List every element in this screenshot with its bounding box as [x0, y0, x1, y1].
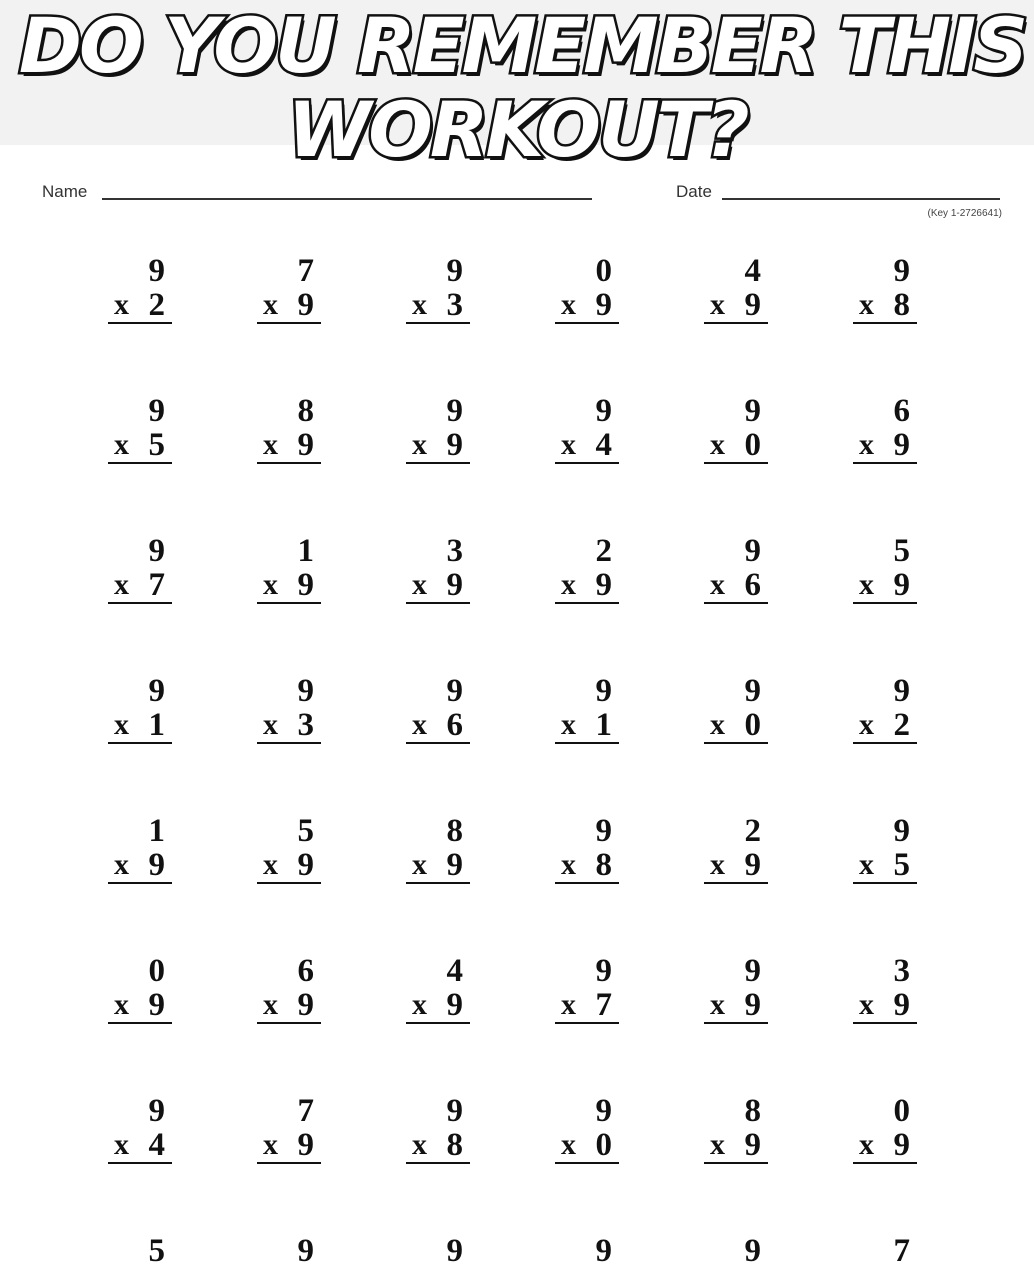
multiply-operator: x [561, 848, 576, 881]
multiplication-problem [108, 1094, 172, 1164]
problem-top-number: 0 [595, 253, 612, 289]
problem-top-number: 9 [446, 1093, 463, 1129]
problem-bottom-number: 9 [893, 567, 910, 603]
problem-bottom-row [406, 288, 470, 324]
multiplication-problem [406, 674, 470, 744]
problem-top-number: 9 [297, 1233, 314, 1269]
problem-top-number: 9 [595, 673, 612, 709]
problem-bottom-number: 9 [595, 287, 612, 323]
multiplication-problem [853, 1234, 917, 1280]
problem-top-number: 9 [595, 1233, 612, 1269]
problem-bottom-row [853, 708, 917, 744]
multiply-operator: x [710, 848, 725, 881]
problem-top-number: 1 [148, 813, 165, 849]
problem-bottom-number: 9 [446, 427, 463, 463]
problem-bottom-number: 4 [595, 427, 612, 463]
problem-bottom-number: 9 [595, 567, 612, 603]
problem-bottom-number: 9 [446, 847, 463, 883]
problem-bottom-number: 8 [893, 287, 910, 323]
multiplication-problem [108, 954, 172, 1024]
problem-bottom-row [704, 988, 768, 1024]
multiplication-problem [406, 254, 470, 324]
multiplication-problem [853, 954, 917, 1024]
problem-bottom-row [853, 848, 917, 884]
multiplication-problem [555, 954, 619, 1024]
problem-top-number: 9 [446, 1233, 463, 1269]
problem-bottom-number: 9 [297, 987, 314, 1023]
problem-top-number: 9 [893, 673, 910, 709]
problem-bottom-row [704, 848, 768, 884]
problem-top-number: 9 [297, 673, 314, 709]
multiplication-problem [108, 254, 172, 324]
multiply-operator: x [114, 568, 129, 601]
multiply-operator: x [710, 1128, 725, 1161]
problem-bottom-number: 5 [148, 427, 165, 463]
problem-top-number: 9 [744, 1233, 761, 1269]
problem-bottom-number: 9 [297, 427, 314, 463]
multiply-operator: x [114, 1128, 129, 1161]
problem-top-number: 9 [744, 673, 761, 709]
multiplication-problem [257, 1234, 321, 1280]
problem-bottom-number: 8 [595, 847, 612, 883]
problem-bottom-row [108, 1128, 172, 1164]
problem-grid [108, 254, 917, 1280]
problem-bottom-number: 0 [744, 707, 761, 743]
problem-bottom-number: 9 [297, 847, 314, 883]
multiply-operator: x [412, 288, 427, 321]
multiplication-problem [704, 1234, 768, 1280]
problem-bottom-row [406, 1128, 470, 1164]
problem-bottom-row [853, 288, 917, 324]
problem-bottom-number: 6 [744, 567, 761, 603]
problem-top-number: 5 [148, 1233, 165, 1269]
problem-top-number: 1 [297, 533, 314, 569]
multiplication-problem [406, 394, 470, 464]
multiplication-problem [406, 814, 470, 884]
multiplication-problem [704, 534, 768, 604]
multiplication-problem [406, 534, 470, 604]
multiply-operator: x [561, 1128, 576, 1161]
problem-bottom-row [257, 848, 321, 884]
multiplication-problem [853, 1094, 917, 1164]
date-field-line [722, 198, 1000, 200]
problem-top-number: 9 [744, 953, 761, 989]
multiply-operator: x [114, 988, 129, 1021]
problem-top-number: 9 [893, 253, 910, 289]
problem-bottom-row [704, 1128, 768, 1164]
problem-bottom-row [406, 428, 470, 464]
answer-key-id: (Key 1-2726641) [927, 208, 1002, 219]
multiply-operator: x [710, 988, 725, 1021]
name-field-line [102, 198, 592, 200]
problem-top-number: 3 [446, 533, 463, 569]
problem-bottom-row [704, 428, 768, 464]
problem-top-number: 9 [595, 1093, 612, 1129]
multiplication-problem [555, 814, 619, 884]
problem-bottom-number: 9 [148, 847, 165, 883]
multiply-operator: x [263, 288, 278, 321]
problem-bottom-number: 8 [446, 1127, 463, 1163]
problem-bottom-row [555, 708, 619, 744]
name-date-row [42, 180, 1002, 204]
multiplication-problem [853, 534, 917, 604]
multiply-operator: x [114, 708, 129, 741]
problem-bottom-row [853, 1128, 917, 1164]
problem-bottom-number: 9 [744, 287, 761, 323]
problem-bottom-number: 9 [744, 1127, 761, 1163]
multiply-operator: x [114, 428, 129, 461]
problem-bottom-row [555, 288, 619, 324]
problem-top-number: 9 [595, 813, 612, 849]
multiply-operator: x [859, 288, 874, 321]
problem-bottom-number: 9 [148, 987, 165, 1023]
multiplication-problem [853, 674, 917, 744]
multiply-operator: x [263, 708, 278, 741]
problem-top-number: 9 [595, 393, 612, 429]
title-line-1: DO YOU REMEMBER THIS [18, 1, 1026, 90]
problem-bottom-row [555, 568, 619, 604]
problem-top-number: 9 [148, 533, 165, 569]
multiplication-problem [555, 534, 619, 604]
problem-bottom-number: 9 [297, 287, 314, 323]
problem-top-number: 7 [297, 253, 314, 289]
problem-bottom-number: 9 [893, 427, 910, 463]
problem-bottom-number: 6 [446, 707, 463, 743]
multiplication-problem [257, 814, 321, 884]
multiply-operator: x [859, 1128, 874, 1161]
problem-bottom-row [555, 848, 619, 884]
multiply-operator: x [859, 988, 874, 1021]
multiply-operator: x [263, 1128, 278, 1161]
multiplication-problem [555, 254, 619, 324]
multiply-operator: x [561, 568, 576, 601]
problem-bottom-number: 7 [595, 987, 612, 1023]
problem-top-number: 5 [297, 813, 314, 849]
problem-top-number: 4 [744, 253, 761, 289]
multiplication-problem [108, 674, 172, 744]
problem-top-number: 9 [148, 253, 165, 289]
multiply-operator: x [859, 568, 874, 601]
problem-top-number: 9 [446, 393, 463, 429]
multiplication-problem [704, 954, 768, 1024]
multiplication-problem [704, 1094, 768, 1164]
problem-bottom-row [257, 1128, 321, 1164]
multiply-operator: x [412, 708, 427, 741]
multiply-operator: x [859, 848, 874, 881]
multiply-operator: x [412, 848, 427, 881]
problem-bottom-row [257, 568, 321, 604]
multiplication-problem [555, 1234, 619, 1280]
problem-top-number: 9 [893, 813, 910, 849]
problem-top-number: 8 [297, 393, 314, 429]
problem-bottom-number: 4 [148, 1127, 165, 1163]
problem-bottom-row [108, 708, 172, 744]
problem-top-number: 9 [744, 393, 761, 429]
problem-top-number: 9 [744, 533, 761, 569]
problem-bottom-number: 3 [446, 287, 463, 323]
multiplication-problem [853, 814, 917, 884]
problem-bottom-row [853, 428, 917, 464]
problem-bottom-number: 9 [744, 987, 761, 1023]
multiplication-problem [406, 1094, 470, 1164]
problem-bottom-number: 9 [446, 987, 463, 1023]
multiplication-problem [555, 394, 619, 464]
multiply-operator: x [710, 708, 725, 741]
multiply-operator: x [859, 708, 874, 741]
problem-bottom-number: 9 [744, 847, 761, 883]
multiplication-problem [108, 814, 172, 884]
title-line-2: WORKOUT? [287, 85, 747, 174]
problem-bottom-number: 9 [446, 567, 463, 603]
problem-top-number: 9 [148, 673, 165, 709]
multiply-operator: x [561, 708, 576, 741]
multiplication-problem [853, 394, 917, 464]
problem-bottom-row [108, 848, 172, 884]
problem-bottom-row [257, 428, 321, 464]
multiply-operator: x [710, 568, 725, 601]
multiply-operator: x [412, 428, 427, 461]
multiplication-problem [257, 254, 321, 324]
multiplication-problem [108, 534, 172, 604]
problem-bottom-row [257, 288, 321, 324]
multiply-operator: x [263, 428, 278, 461]
problem-top-number: 0 [148, 953, 165, 989]
problem-top-number: 6 [893, 393, 910, 429]
problem-bottom-row [704, 568, 768, 604]
multiplication-problem [257, 674, 321, 744]
problem-top-number: 3 [893, 953, 910, 989]
multiply-operator: x [412, 988, 427, 1021]
problem-bottom-row [555, 1128, 619, 1164]
problem-bottom-number: 9 [893, 987, 910, 1023]
problem-top-number: 7 [297, 1093, 314, 1129]
problem-bottom-row [257, 708, 321, 744]
problem-bottom-number: 0 [595, 1127, 612, 1163]
problem-bottom-row [108, 988, 172, 1024]
multiplication-problem [257, 954, 321, 1024]
problem-top-number: 8 [744, 1093, 761, 1129]
multiply-operator: x [263, 848, 278, 881]
name-label: Name [42, 182, 88, 201]
multiplication-problem [406, 1234, 470, 1280]
multiply-operator: x [412, 568, 427, 601]
multiply-operator: x [561, 288, 576, 321]
problem-bottom-row [704, 288, 768, 324]
problem-bottom-row [555, 428, 619, 464]
problem-top-number: 2 [744, 813, 761, 849]
multiplication-problem [406, 954, 470, 1024]
multiplication-problem [257, 534, 321, 604]
problem-top-number: 9 [595, 953, 612, 989]
problem-bottom-number: 3 [297, 707, 314, 743]
multiply-operator: x [263, 988, 278, 1021]
problem-top-number: 6 [297, 953, 314, 989]
multiplication-problem [257, 394, 321, 464]
problem-top-number: 8 [446, 813, 463, 849]
problem-bottom-number: 9 [893, 1127, 910, 1163]
problem-bottom-row [853, 988, 917, 1024]
problem-bottom-row [406, 988, 470, 1024]
page-title [0, 0, 1034, 176]
problem-bottom-number: 5 [893, 847, 910, 883]
problem-top-number: 0 [893, 1093, 910, 1129]
problem-bottom-number: 1 [148, 707, 165, 743]
problem-bottom-number: 2 [893, 707, 910, 743]
problem-bottom-row [555, 988, 619, 1024]
multiplication-problem [108, 1234, 172, 1280]
multiply-operator: x [710, 428, 725, 461]
multiplication-problem [257, 1094, 321, 1164]
problem-bottom-row [704, 708, 768, 744]
problem-top-number: 9 [148, 1093, 165, 1129]
multiplication-problem [853, 254, 917, 324]
problem-bottom-row [108, 568, 172, 604]
problem-bottom-number: 0 [744, 427, 761, 463]
problem-top-number: 9 [446, 253, 463, 289]
date-label: Date [676, 182, 712, 201]
problem-bottom-number: 1 [595, 707, 612, 743]
problem-bottom-row [853, 568, 917, 604]
multiply-operator: x [114, 288, 129, 321]
multiplication-problem [704, 394, 768, 464]
multiply-operator: x [114, 848, 129, 881]
multiplication-problem [704, 254, 768, 324]
problem-bottom-row [406, 848, 470, 884]
problem-bottom-number: 2 [148, 287, 165, 323]
problem-top-number: 2 [595, 533, 612, 569]
multiply-operator: x [412, 1128, 427, 1161]
multiply-operator: x [263, 568, 278, 601]
multiplication-problem [704, 674, 768, 744]
multiplication-problem [555, 674, 619, 744]
problem-bottom-number: 9 [297, 567, 314, 603]
multiply-operator: x [710, 288, 725, 321]
problem-top-number: 7 [893, 1233, 910, 1269]
problem-top-number: 9 [446, 673, 463, 709]
multiplication-problem [555, 1094, 619, 1164]
problem-top-number: 5 [893, 533, 910, 569]
problem-bottom-number: 7 [148, 567, 165, 603]
multiply-operator: x [859, 428, 874, 461]
problem-top-number: 4 [446, 953, 463, 989]
multiply-operator: x [561, 988, 576, 1021]
problem-bottom-row [406, 568, 470, 604]
problem-top-number: 9 [148, 393, 165, 429]
multiplication-problem [108, 394, 172, 464]
problem-bottom-row [257, 988, 321, 1024]
problem-bottom-number: 9 [297, 1127, 314, 1163]
multiply-operator: x [561, 428, 576, 461]
problem-bottom-row [406, 708, 470, 744]
problem-bottom-row [108, 288, 172, 324]
multiplication-problem [704, 814, 768, 884]
problem-bottom-row [108, 428, 172, 464]
